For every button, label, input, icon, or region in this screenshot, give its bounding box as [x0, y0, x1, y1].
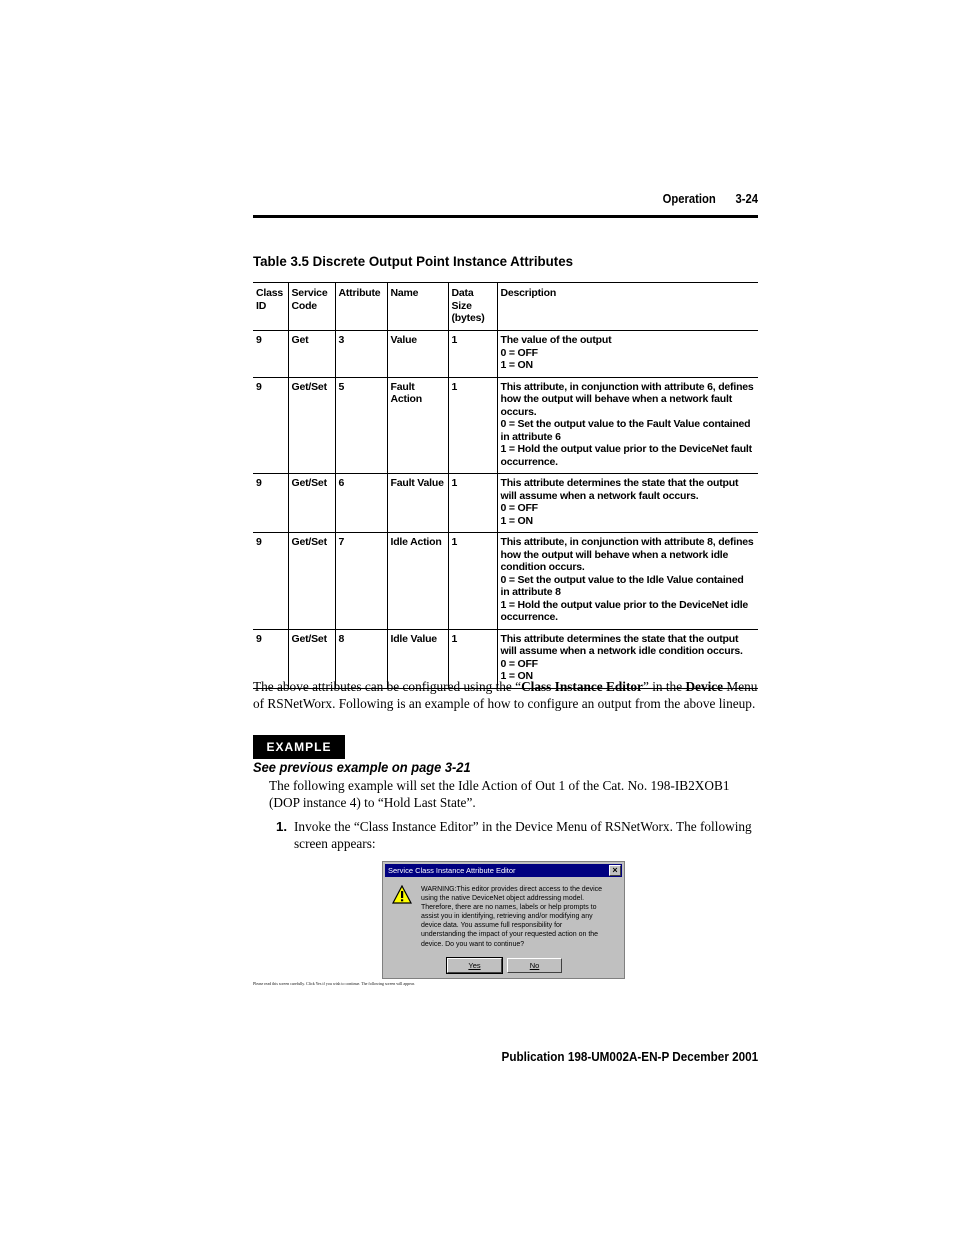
service-code-cell: Get/Set: [288, 377, 335, 474]
example-badge: EXAMPLE: [253, 735, 345, 759]
description-cell: [497, 331, 758, 378]
column-header: Service Code: [288, 283, 335, 331]
dialog-message: WARNING:This editor provides direct access to the device using the native DeviceNet object addressing model. Therefore, there are no names, labels or help prompts to assist you in identifying, retrieving and/or modifying any device data. You assume full responsibility for understanding the impact of your requested action on the device. Do you want to continue?: [421, 886, 603, 948]
class-id-cell: 9: [253, 377, 288, 474]
description-line: 0 = OFF: [500, 657, 538, 670]
data-size-cell: 1: [448, 533, 497, 630]
column-header: Class ID: [253, 283, 288, 331]
section-title: Operation: [662, 192, 716, 206]
no-button-label: No: [529, 961, 540, 970]
body-paragraph: [253, 678, 763, 713]
table-header-row: [253, 283, 758, 331]
description-line: 1 = ON: [500, 359, 533, 371]
attribute-cell: 3: [335, 331, 387, 378]
column-header: Attribute: [335, 283, 387, 331]
page-number: 3-24: [735, 192, 758, 206]
example-reference: See previous example on page 3-21: [253, 759, 471, 775]
table-row: [253, 377, 758, 474]
body-bold-text: Class Instance Editor: [521, 679, 643, 694]
description-line: This attribute determines the state that the output will assume when a network idle condition occurs.: [500, 632, 743, 657]
description-line: 0 = Set the output value to the Idle Value contained in attribute 8: [500, 573, 744, 598]
name-cell: Value: [387, 331, 448, 378]
attributes-table: [253, 282, 758, 689]
attribute-cell: 8: [335, 629, 387, 688]
figure-caption: Please read this screen carefully. Click Yes if you wish to continue. The following screen will appear.: [253, 981, 415, 986]
example-paragraph: The following example will set the Idle Action of Out 1 of the Cat. No. 198-IB2XOB1 (DOP instance 4) to “Hold Last State”.: [269, 778, 730, 811]
attribute-cell: 6: [335, 474, 387, 533]
data-size-cell: 1: [448, 377, 497, 474]
table-body: [253, 331, 758, 689]
name-cell: Idle Action: [387, 533, 448, 630]
body-text: ” in the: [642, 679, 686, 694]
description-cell: [497, 474, 758, 533]
name-cell: Fault Action: [387, 377, 448, 474]
running-head: [663, 192, 758, 206]
description-line: 0 = OFF: [500, 502, 538, 514]
data-size-cell: 1: [448, 474, 497, 533]
table-row: [253, 474, 758, 533]
table-row: [253, 331, 758, 378]
service-code-cell: Get: [288, 331, 335, 378]
column-header: Description: [497, 283, 758, 331]
attribute-cell: 5: [335, 377, 387, 474]
description-line: 1 = Hold the output value prior to the DeviceNet fault occurrence.: [500, 443, 752, 468]
body-text: The above attributes can be configured using the “: [253, 679, 522, 694]
no-button[interactable]: [507, 958, 562, 973]
step-number: 1.: [276, 819, 288, 834]
class-id-cell: 9: [253, 331, 288, 378]
class-id-cell: 9: [253, 629, 288, 688]
table-caption: Table 3.5 Discrete Output Point Instance Attributes: [253, 253, 574, 269]
dialog-title: Service Class Instance Attribute Editor: [388, 866, 516, 875]
description-line: 1 = Hold the output value prior to the DeviceNet idle occurrence.: [500, 598, 749, 623]
name-cell: Fault Value: [387, 474, 448, 533]
page-footer: Publication 198-UM002A-EN-P December 2001: [501, 1049, 758, 1064]
screenshot-dialog: [382, 861, 625, 979]
description-line: This attribute, in conjunction with attribute 8, defines how the output will behave when a network idle condition occurs.: [500, 536, 754, 573]
column-header: Name: [387, 283, 448, 331]
name-cell: Idle Value: [387, 629, 448, 688]
step-text: Invoke the “Class Instance Editor” in the Device Menu of RSNetWorx. The following screen appears:: [294, 819, 752, 852]
description-line: This attribute, in conjunction with attribute 6, defines how the output will behave when a network fault occurs.: [500, 380, 754, 418]
close-icon[interactable]: ×: [609, 865, 621, 876]
description-cell: [497, 533, 758, 630]
dialog-titlebar: [385, 864, 622, 877]
description-cell: [497, 377, 758, 474]
attribute-cell: 7: [335, 533, 387, 630]
service-code-cell: Get/Set: [288, 474, 335, 533]
service-code-cell: Get/Set: [288, 533, 335, 630]
service-code-cell: Get/Set: [288, 629, 335, 688]
table-row: [253, 533, 758, 630]
class-id-cell: 9: [253, 474, 288, 533]
description-line: The value of the output: [500, 334, 612, 346]
description-line: This attribute determines the state that the output will assume when a network fault occurs.: [500, 477, 739, 502]
yes-button[interactable]: [447, 958, 502, 973]
header-rule: [253, 215, 758, 218]
class-id-cell: 9: [253, 533, 288, 630]
description-line: 1 = ON: [500, 514, 533, 527]
body-bold-text: Device: [685, 679, 724, 694]
data-size-cell: 1: [448, 331, 497, 378]
body-text: Menu of RSNetWorx. Following is an example of how to configure an output from the above lineup.: [253, 679, 758, 712]
description-line: 0 = OFF: [500, 346, 538, 359]
description-line: 0 = Set the output value to the Fault Value contained in attribute 6: [500, 418, 751, 443]
page-header: [253, 192, 758, 218]
yes-button-label: Yes: [468, 961, 481, 970]
description-line: 1 = ON: [500, 670, 533, 682]
column-header: Data Size (bytes): [448, 283, 497, 331]
warning-icon: [392, 885, 412, 905]
data-size-cell: 1: [448, 629, 497, 688]
